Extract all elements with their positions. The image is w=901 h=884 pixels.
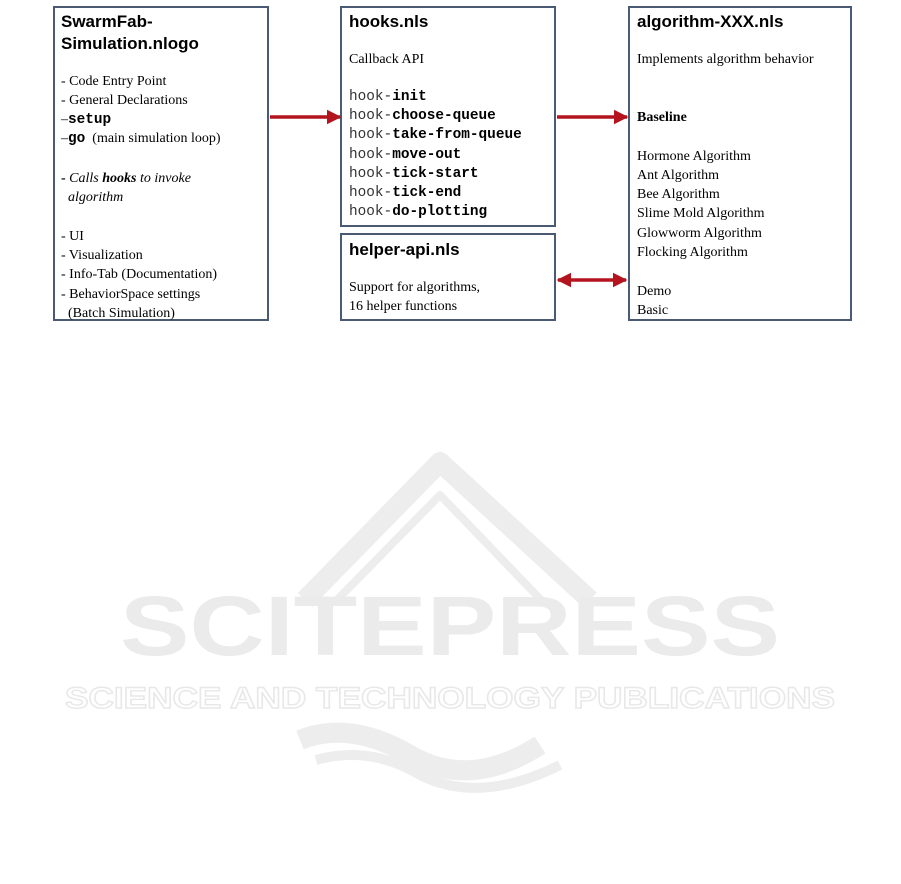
go-keyword: go — [68, 131, 86, 147]
hook-tick-end: hook-tick-end — [349, 185, 462, 201]
hook-do-plotting: hook-do-plotting — [349, 204, 488, 220]
algo-hormone: Hormone Algorithm — [637, 149, 751, 164]
algo-basic: Basic — [637, 303, 669, 318]
main-item-declarations: - General Declarations — [61, 93, 188, 108]
main-item-setup: –setup — [61, 112, 112, 128]
main-item-code-entry: - Code Entry Point — [61, 74, 167, 89]
hook-move-out: hook-move-out — [349, 147, 462, 163]
algo-slime-mold: Slime Mold Algorithm — [637, 206, 765, 221]
hook-tick-start: hook-tick-start — [349, 166, 479, 182]
helper-box-line2: 16 helper functions — [349, 299, 458, 314]
watermark-tagline: SCIENCE AND TECHNOLOGY PUBLICATIONS — [65, 682, 835, 715]
main-box-title-line2: Simulation.nlogo — [61, 34, 199, 53]
main-item-go: –go (main simulation loop) — [61, 131, 221, 147]
setup-keyword: setup — [68, 112, 112, 128]
hook-init: hook-init — [349, 89, 427, 105]
hook-take-from-queue: hook-take-from-queue — [349, 127, 522, 143]
algo-box-subtitle: Implements algorithm behavior — [637, 52, 814, 67]
hook-choose-queue: hook-choose-queue — [349, 108, 496, 124]
helper-box-line1: Support for algorithms, — [349, 280, 481, 295]
hooks-keyword: hooks — [102, 171, 137, 186]
algo-ant: Ant Algorithm — [637, 168, 720, 183]
main-item-ui: - UI — [61, 229, 84, 244]
hooks-box-title: hooks.nls — [349, 12, 429, 31]
algo-glowworm: Glowworm Algorithm — [637, 226, 762, 241]
main-item-info-tab: - Info-Tab (Documentation) — [61, 267, 218, 282]
main-item-behaviorspace: - BehaviorSpace settings — [61, 287, 201, 302]
go-description: (main simulation loop) — [92, 131, 221, 146]
main-box-title-line1: SwarmFab- — [61, 12, 153, 31]
main-item-batch: (Batch Simulation) — [68, 306, 175, 321]
main-calls-hooks-cont: algorithm — [68, 190, 124, 205]
main-item-visualization: - Visualization — [61, 248, 143, 263]
algo-flocking: Flocking Algorithm — [637, 245, 748, 260]
helper-box-title: helper-api.nls — [349, 240, 460, 259]
algo-demo: Demo — [637, 284, 672, 299]
hooks-box-subtitle: Callback API — [349, 52, 425, 67]
algo-bee: Bee Algorithm — [637, 187, 720, 202]
main-calls-hooks: - Calls hooks to invoke — [61, 171, 191, 186]
algo-box-title: algorithm-XXX.nls — [637, 12, 784, 31]
algo-baseline: Baseline — [637, 110, 687, 125]
watermark-brand: SCITEPRESS — [120, 579, 780, 673]
